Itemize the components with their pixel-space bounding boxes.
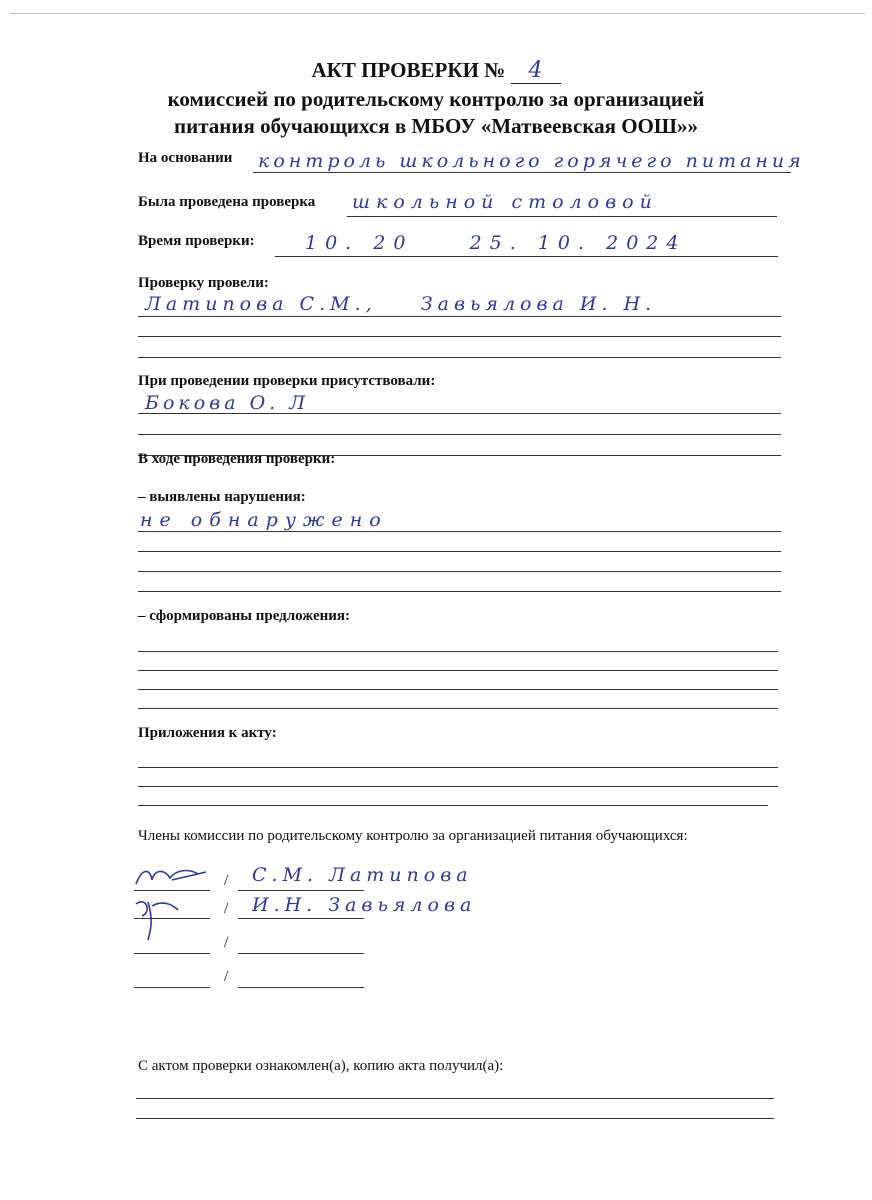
present-line-1: [138, 413, 781, 414]
acknowledgment-line-2: [136, 1118, 774, 1119]
present-label: При проведении проверки присутствовали:: [138, 373, 436, 389]
present-value: Бокова О. Л: [145, 392, 310, 414]
acknowledgment-line-1: [136, 1098, 774, 1099]
member-1-name-line: [238, 890, 364, 891]
member-1-signature-line: [134, 890, 210, 891]
proposals-label: – сформированы предложения:: [138, 608, 351, 624]
member-2-name: И.Н. Завьялова: [252, 894, 477, 916]
attachments-line-1: [138, 767, 778, 768]
commission-label: Члены комиссии по родительскому контролю за организацией питания обучающихся:: [138, 828, 688, 844]
acknowledgment-label: С актом проверки ознакомлен(а), копию акта получил(а):: [138, 1058, 504, 1074]
inspectors-label: Проверку провели:: [138, 275, 269, 291]
violations-line-3: [138, 571, 781, 572]
attachments-label: Приложения к акту:: [138, 725, 277, 741]
violations-value: не обнаружено: [140, 509, 388, 531]
violations-line-1: [138, 531, 781, 532]
member-2-slash: /: [224, 900, 229, 917]
act-title-prefix: АКТ ПРОВЕРКИ №: [311, 58, 506, 82]
checked-value: школьной столовой: [352, 191, 658, 213]
time-value: 10. 20 25. 10. 2024: [305, 232, 687, 254]
member-4-signature-line: [134, 987, 210, 988]
member-1-slash: /: [224, 872, 229, 889]
member-4-name-line: [238, 987, 364, 988]
member-3-slash: /: [224, 934, 229, 951]
basis-line: [253, 172, 791, 173]
act-title: [0, 58, 872, 84]
during-label: В ходе проведения проверки:: [138, 451, 336, 467]
present-line-2: [138, 434, 781, 435]
inspectors-line-2: [138, 336, 781, 337]
member-2-signature: [132, 892, 212, 942]
proposals-line-4: [138, 708, 778, 709]
attachments-line-2: [138, 786, 778, 787]
time-label: Время проверки:: [138, 233, 255, 249]
member-4-slash: /: [224, 968, 229, 985]
member-3-signature-line: [134, 953, 210, 954]
checked-label: Была проведена проверка: [138, 194, 316, 210]
checked-line: [347, 216, 777, 217]
member-2-signature-line: [134, 918, 210, 919]
scan-edge-line: [10, 13, 865, 14]
violations-label: – выявлены нарушения:: [138, 489, 306, 505]
basis-value: контроль школьного горячего питания: [258, 150, 805, 172]
proposals-line-1: [138, 651, 778, 652]
inspectors-value: Латипова С.М., Завьялова И. Н.: [145, 293, 657, 315]
inspectors-line-1: [138, 316, 781, 317]
attachments-line-3: [138, 805, 768, 806]
proposals-line-3: [138, 689, 778, 690]
act-number: 4: [528, 58, 543, 83]
violations-line-2: [138, 551, 781, 552]
act-subtitle-line2: питания обучающихся в МБОУ «Матвеевская ООШ»»: [174, 114, 698, 138]
act-subtitle-line1: комиссией по родительскому контролю за организацией: [167, 87, 705, 111]
member-2-name-line: [238, 918, 364, 919]
member-1-name: С.М. Латипова: [252, 864, 473, 886]
member-1-signature: [132, 862, 212, 892]
member-3-name-line: [238, 953, 364, 954]
basis-label: На основании: [138, 150, 233, 166]
violations-line-4: [138, 591, 781, 592]
time-line: [275, 256, 778, 257]
inspectors-line-3: [138, 357, 781, 358]
proposals-line-2: [138, 670, 778, 671]
